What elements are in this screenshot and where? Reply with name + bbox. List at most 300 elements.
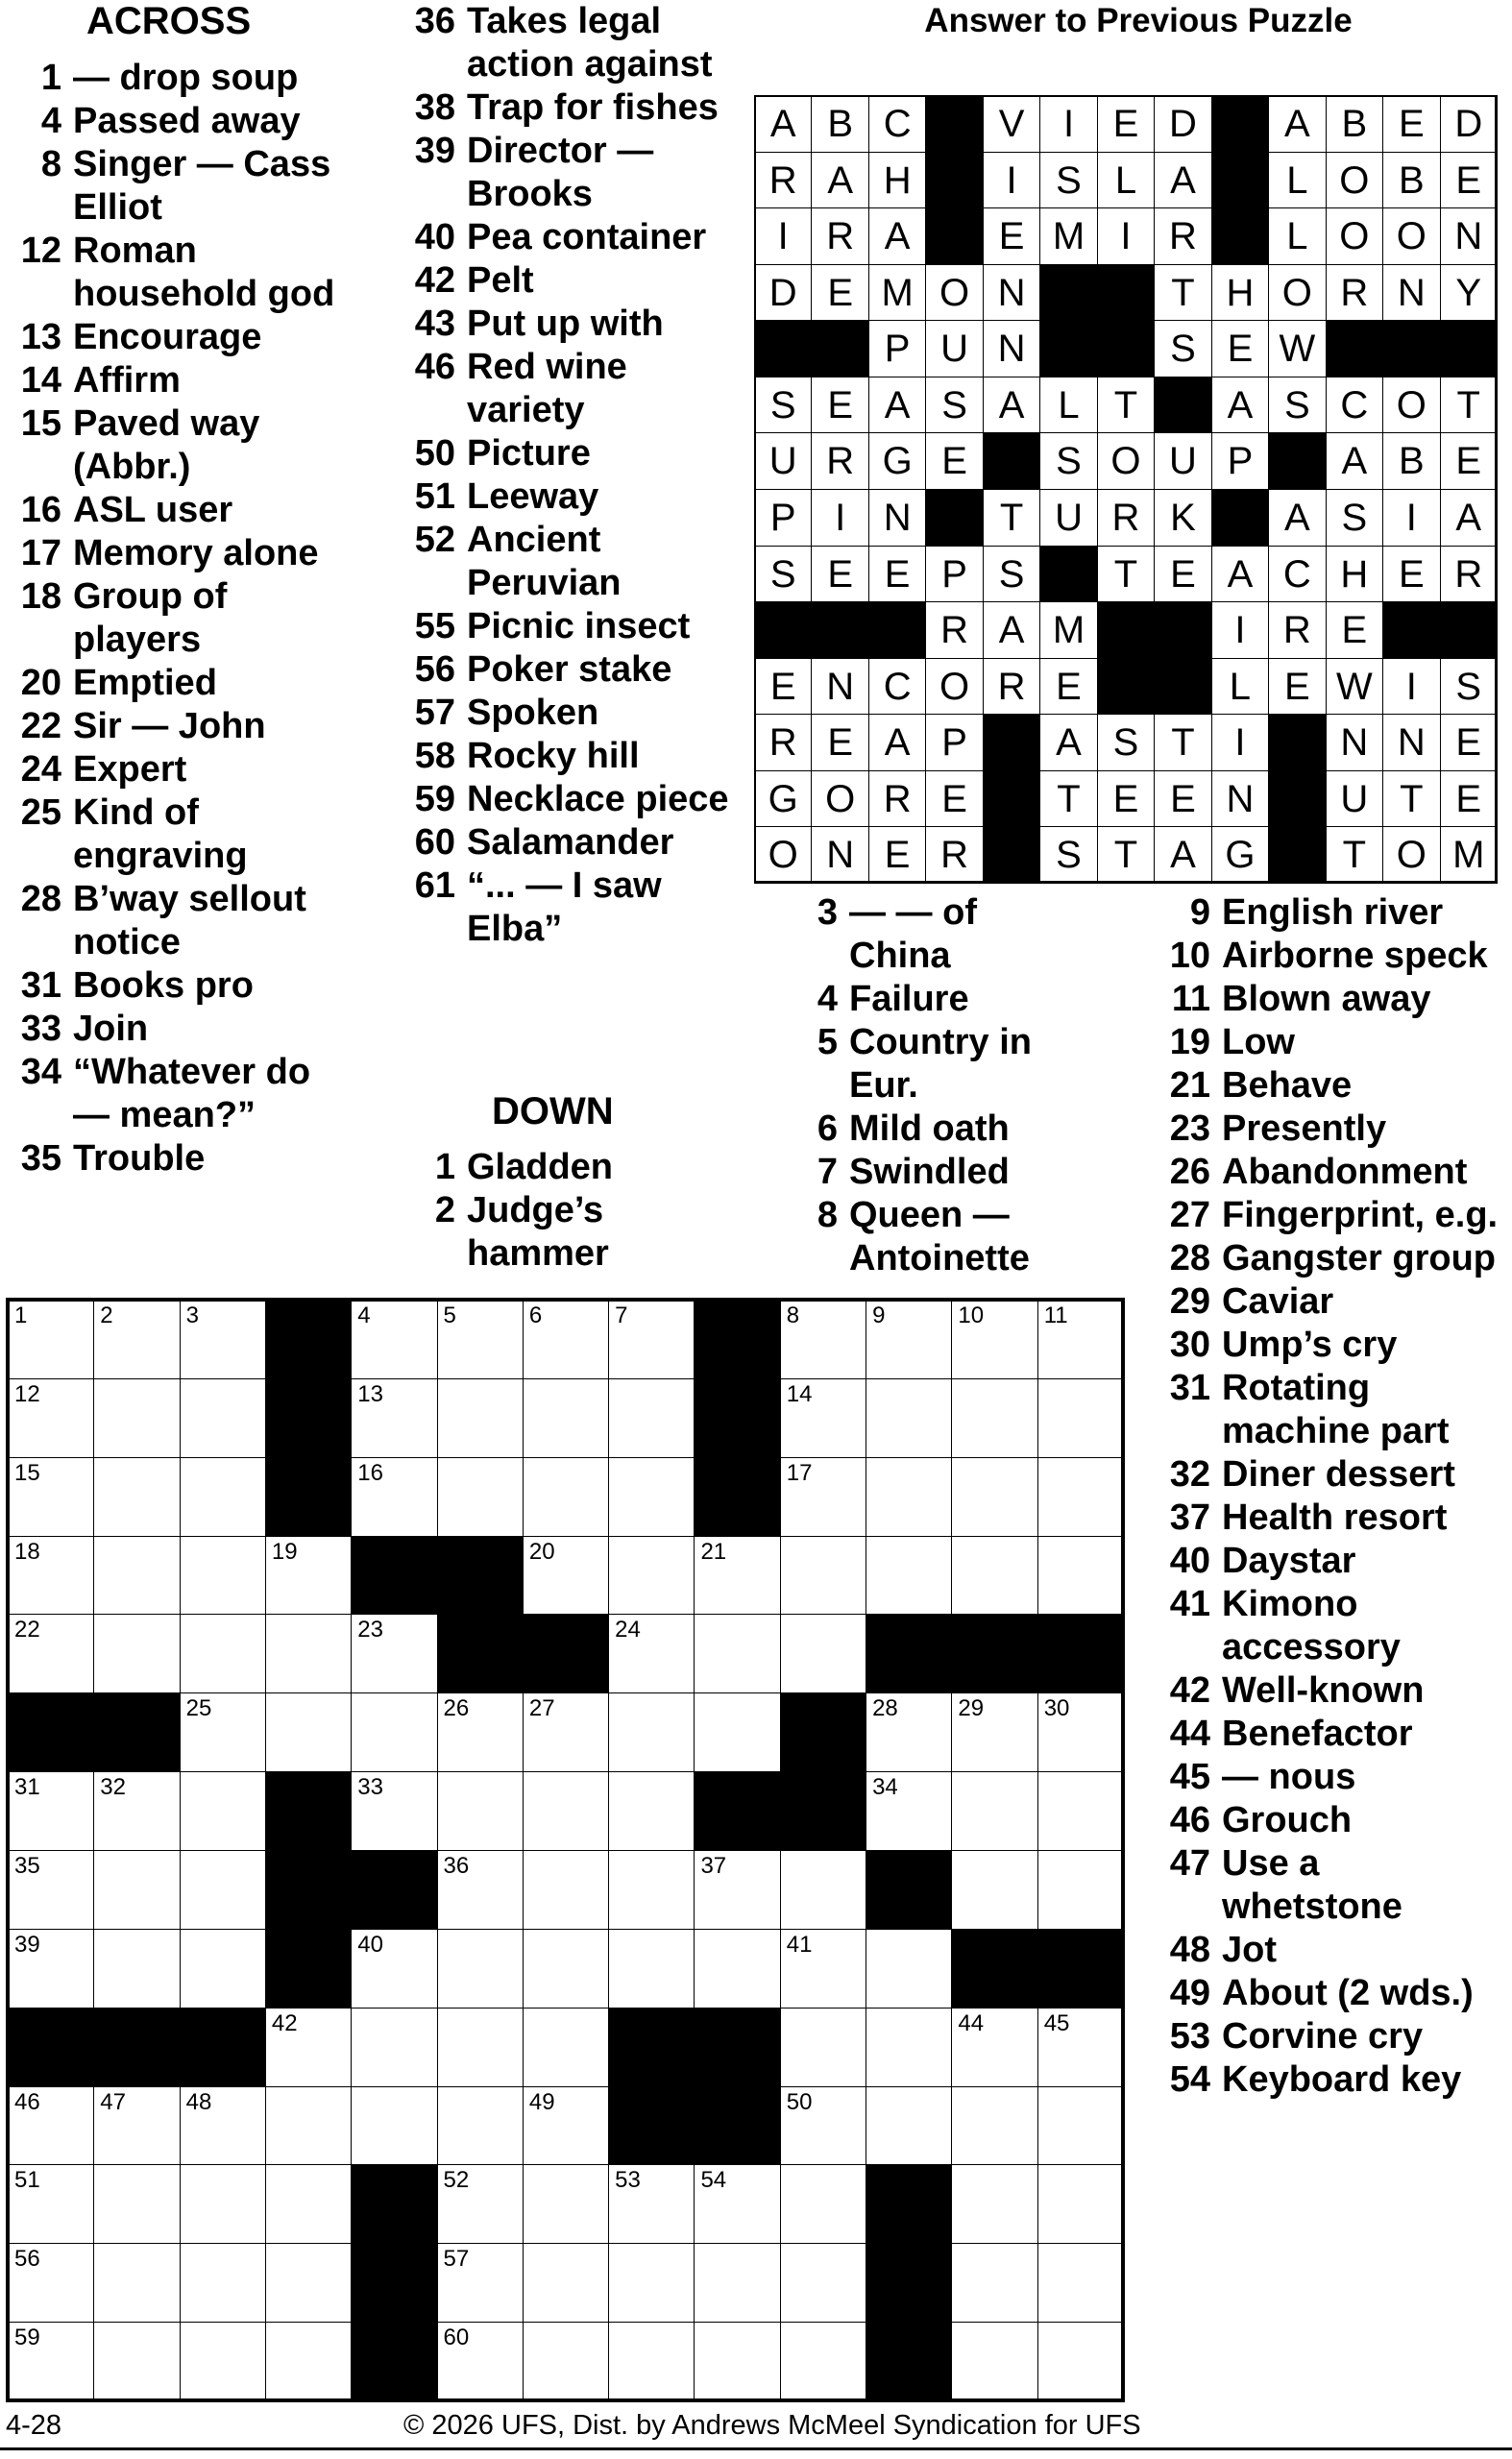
- answer-cell[interactable]: [523, 1378, 609, 1458]
- prev-letter-cell: N: [1326, 714, 1383, 771]
- answer-cell[interactable]: [523, 2164, 609, 2244]
- clue-item: [394, 519, 751, 605]
- clue-item: [0, 57, 355, 100]
- clue-text: Ancient Peruvian: [467, 520, 622, 603]
- prev-letter-cell: O: [1382, 826, 1440, 884]
- answer-cell[interactable]: [93, 1614, 180, 1693]
- answer-cell[interactable]: [951, 1300, 1037, 1379]
- answer-cell[interactable]: [351, 1300, 437, 1379]
- prev-letter-cell: N: [1382, 714, 1440, 771]
- answer-cell[interactable]: [1037, 2086, 1124, 2166]
- prev-block-cell: [1154, 658, 1211, 716]
- answer-cell[interactable]: [780, 2008, 866, 2087]
- prev-letter-cell: T: [1097, 826, 1155, 884]
- answer-cell[interactable]: [437, 1929, 524, 2009]
- answer-cell[interactable]: [951, 1457, 1037, 1537]
- prev-letter-cell: A: [1211, 377, 1269, 434]
- answer-cell[interactable]: [523, 1850, 609, 1930]
- cell-number: 57: [443, 2246, 470, 2273]
- clue-item: [1149, 1367, 1504, 1453]
- answer-cell[interactable]: [351, 1929, 437, 2009]
- answer-cell[interactable]: [608, 1614, 695, 1693]
- cell-number: 21: [700, 1538, 727, 1565]
- prev-letter-cell: E: [1440, 152, 1498, 209]
- answer-cell[interactable]: [93, 1300, 180, 1379]
- answer-cell[interactable]: [437, 2164, 524, 2244]
- prev-letter-cell: E: [925, 770, 983, 828]
- answer-cell[interactable]: [780, 1929, 866, 2009]
- answer-cell[interactable]: [523, 1300, 609, 1379]
- clue-number: 54: [1169, 2059, 1210, 2100]
- prev-letter-cell: C: [868, 658, 926, 716]
- prev-letter-cell: S: [983, 546, 1040, 603]
- prev-letter-cell: E: [1097, 770, 1155, 828]
- block-cell: [866, 2164, 952, 2244]
- answer-cell[interactable]: [866, 2008, 952, 2087]
- answer-cell[interactable]: [523, 2086, 609, 2166]
- answer-cell[interactable]: [180, 1536, 266, 1616]
- clue-item: [0, 100, 355, 143]
- answer-cell[interactable]: [180, 1614, 266, 1693]
- prev-letter-cell: R: [868, 770, 926, 828]
- prev-letter-cell: R: [925, 601, 983, 659]
- prev-letter-cell: E: [1382, 95, 1440, 153]
- answer-cell[interactable]: [1037, 2008, 1124, 2087]
- answer-cell[interactable]: [93, 1378, 180, 1458]
- answer-cell[interactable]: [8, 1378, 94, 1458]
- answer-cell[interactable]: [8, 2322, 94, 2401]
- clue-number: 52: [414, 520, 455, 560]
- answer-cell[interactable]: [866, 1536, 952, 1616]
- prev-block-cell: [1211, 207, 1269, 265]
- answer-cell[interactable]: [523, 1536, 609, 1616]
- prev-letter-cell: H: [868, 152, 926, 209]
- clue-item: [1149, 1713, 1504, 1756]
- answer-cell[interactable]: [780, 1536, 866, 1616]
- prev-letter-cell: E: [1440, 714, 1498, 771]
- clue-number: 26: [1169, 1152, 1210, 1192]
- answer-cell[interactable]: [780, 2243, 866, 2323]
- answer-cell[interactable]: [694, 2243, 780, 2323]
- answer-cell[interactable]: [437, 2322, 524, 2401]
- cell-number: 34: [872, 1774, 898, 1801]
- prev-letter-cell: R: [1268, 601, 1326, 659]
- answer-cell[interactable]: [265, 1614, 352, 1693]
- answer-cell[interactable]: [608, 2164, 695, 2244]
- prev-letter-cell: E: [868, 546, 926, 603]
- answer-cell[interactable]: [8, 2086, 94, 2166]
- block-cell: [951, 1929, 1037, 2009]
- answer-cell[interactable]: [608, 1300, 695, 1379]
- answer-cell[interactable]: [694, 1850, 780, 1930]
- prev-letter-cell: T: [1154, 264, 1211, 322]
- answer-cell[interactable]: [608, 1850, 695, 1930]
- prev-block-cell: [1440, 601, 1498, 659]
- clue-text: Expert: [73, 749, 187, 790]
- answer-cell[interactable]: [951, 2243, 1037, 2323]
- prev-letter-cell: O: [1326, 207, 1383, 265]
- clue-text: Health resort: [1222, 1497, 1448, 1538]
- cell-number: 48: [185, 2088, 212, 2115]
- answer-cell[interactable]: [608, 2322, 695, 2401]
- answer-cell[interactable]: [437, 1300, 524, 1379]
- prev-block-cell: [925, 95, 983, 153]
- clue-number: 56: [414, 649, 455, 690]
- answer-cell[interactable]: [694, 2164, 780, 2244]
- cell-number: 45: [1043, 2009, 1070, 2036]
- answer-cell[interactable]: [8, 1300, 94, 1379]
- prev-letter-cell: C: [1268, 546, 1326, 603]
- cell-number: 51: [14, 2167, 40, 2194]
- clue-text: Affirm: [73, 360, 181, 401]
- answer-cell[interactable]: [8, 1771, 94, 1851]
- answer-cell[interactable]: [951, 2322, 1037, 2401]
- answer-cell[interactable]: [180, 2322, 266, 2401]
- answer-cell[interactable]: [608, 1929, 695, 2009]
- prev-letter-cell: O: [1382, 207, 1440, 265]
- answer-cell[interactable]: [866, 1300, 952, 1379]
- answer-cell[interactable]: [437, 1850, 524, 1930]
- answer-cell[interactable]: [951, 1771, 1037, 1851]
- answer-cell[interactable]: [351, 1457, 437, 1537]
- cell-number: 33: [357, 1774, 383, 1801]
- clue-number: 43: [414, 304, 455, 344]
- answer-cell[interactable]: [1037, 2322, 1124, 2401]
- answer-cell[interactable]: [866, 1457, 952, 1537]
- prev-block-cell: [1382, 601, 1440, 659]
- answer-cell[interactable]: [437, 2008, 524, 2087]
- prev-block-cell: [1211, 152, 1269, 209]
- answer-cell[interactable]: [608, 1692, 695, 1772]
- answer-cell[interactable]: [608, 1457, 695, 1537]
- answer-cell[interactable]: [780, 1300, 866, 1379]
- cell-number: 10: [958, 1303, 985, 1328]
- answer-cell[interactable]: [265, 1536, 352, 1616]
- answer-cell[interactable]: [523, 2322, 609, 2401]
- clue-number: 25: [20, 792, 61, 833]
- prev-letter-cell: U: [925, 320, 983, 377]
- clue-number: 42: [414, 260, 455, 301]
- answer-cell[interactable]: [866, 1929, 952, 2009]
- answer-cell[interactable]: [1037, 2243, 1124, 2323]
- clue-item: [1149, 1064, 1504, 1108]
- answer-cell[interactable]: [437, 1692, 524, 1772]
- clue-number: 55: [414, 606, 455, 646]
- block-cell: [951, 1614, 1037, 1693]
- answer-cell[interactable]: [265, 2164, 352, 2244]
- answer-cell[interactable]: [780, 1850, 866, 1930]
- cell-number: 24: [615, 1617, 641, 1643]
- answer-cell[interactable]: [866, 1771, 952, 1851]
- prev-letter-cell: O: [1268, 264, 1326, 322]
- block-cell: [351, 2164, 437, 2244]
- prev-block-cell: [1211, 95, 1269, 153]
- answer-cell[interactable]: [523, 1771, 609, 1851]
- answer-cell[interactable]: [694, 1614, 780, 1693]
- block-cell: [694, 1378, 780, 1458]
- answer-cell[interactable]: [8, 1929, 94, 2009]
- clue-item: [1149, 1799, 1504, 1842]
- clue-number: 48: [1169, 1930, 1210, 1970]
- answer-cell[interactable]: [265, 2008, 352, 2087]
- answer-cell[interactable]: [437, 1771, 524, 1851]
- answer-cell[interactable]: [1037, 1771, 1124, 1851]
- answer-cell[interactable]: [780, 2086, 866, 2166]
- clue-item: [394, 432, 751, 475]
- block-cell: [351, 2322, 437, 2401]
- answer-cell[interactable]: [8, 1614, 94, 1693]
- cell-number: 2: [100, 1303, 113, 1328]
- answer-cell[interactable]: [437, 2243, 524, 2323]
- clue-text: Fingerprint, e.g.: [1222, 1195, 1499, 1235]
- answer-cell[interactable]: [523, 1457, 609, 1537]
- answer-cell[interactable]: [951, 1692, 1037, 1772]
- answer-cell[interactable]: [1037, 1457, 1124, 1537]
- clue-text: Kimono accessory: [1222, 1584, 1401, 1668]
- cell-number: 40: [357, 1931, 383, 1958]
- clue-item: [1149, 1842, 1504, 1929]
- answer-cell[interactable]: [951, 2164, 1037, 2244]
- answer-cell[interactable]: [265, 2086, 352, 2166]
- answer-cell[interactable]: [866, 2086, 952, 2166]
- prev-letter-cell: P: [754, 489, 812, 547]
- answer-cell[interactable]: [351, 1692, 437, 1772]
- answer-cell[interactable]: [180, 1300, 266, 1379]
- answer-cell[interactable]: [951, 1850, 1037, 1930]
- clue-item: [394, 475, 751, 519]
- answer-cell[interactable]: [1037, 1692, 1124, 1772]
- answer-cell[interactable]: [265, 1692, 352, 1772]
- answer-cell[interactable]: [951, 2008, 1037, 2087]
- answer-cell[interactable]: [8, 2243, 94, 2323]
- bottom-rule: [0, 2447, 1512, 2450]
- answer-cell[interactable]: [93, 2243, 180, 2323]
- answer-cell[interactable]: [93, 2322, 180, 2401]
- answer-cell[interactable]: [951, 1536, 1037, 1616]
- answer-cell[interactable]: [8, 2164, 94, 2244]
- clue-text: Daystar: [1222, 1541, 1356, 1581]
- clue-item: [0, 489, 355, 532]
- clue-item: [0, 662, 355, 705]
- answer-cell[interactable]: [780, 2322, 866, 2401]
- cell-number: 31: [14, 1774, 40, 1801]
- answer-cell[interactable]: [780, 2164, 866, 2244]
- cell-number: 3: [185, 1303, 199, 1328]
- clue-text: Join: [73, 1009, 149, 1049]
- clue-number: 21: [1169, 1065, 1210, 1106]
- answer-cell[interactable]: [351, 2086, 437, 2166]
- answer-cell[interactable]: [608, 1378, 695, 1458]
- prev-letter-cell: G: [1211, 826, 1269, 884]
- answer-cell[interactable]: [694, 1536, 780, 1616]
- clue-number: 23: [1169, 1108, 1210, 1149]
- answer-cell[interactable]: [523, 1692, 609, 1772]
- prev-letter-cell: C: [868, 95, 926, 153]
- clue-number: 17: [20, 533, 61, 573]
- prev-letter-cell: L: [1039, 377, 1097, 434]
- answer-cell[interactable]: [523, 1929, 609, 2009]
- clue-number: 12: [20, 231, 61, 271]
- clue-item: [394, 130, 751, 216]
- clue-number: 13: [20, 317, 61, 357]
- down-clues-col3: [776, 891, 1064, 1280]
- prev-letter-cell: E: [925, 432, 983, 490]
- cell-number: 27: [528, 1695, 555, 1722]
- answer-cell[interactable]: [180, 1771, 266, 1851]
- block-cell: [694, 1300, 780, 1379]
- clue-text: Failure: [849, 979, 969, 1019]
- prev-letter-cell: V: [983, 95, 1040, 153]
- answer-cell[interactable]: [8, 1457, 94, 1537]
- prev-letter-cell: L: [1268, 152, 1326, 209]
- clue-item: [394, 303, 751, 346]
- cell-number: 54: [700, 2167, 727, 2194]
- clue-number: 61: [414, 865, 455, 906]
- block-cell: [694, 2086, 780, 2166]
- prev-block-cell: [754, 320, 812, 377]
- prev-letter-cell: U: [1154, 432, 1211, 490]
- answer-cell[interactable]: [93, 1771, 180, 1851]
- clue-item: [1149, 1151, 1504, 1194]
- answer-cell[interactable]: [93, 1536, 180, 1616]
- answer-cell[interactable]: [180, 1929, 266, 2009]
- clue-item: [0, 1051, 355, 1137]
- answer-cell[interactable]: [608, 1771, 695, 1851]
- answer-cell[interactable]: [180, 1850, 266, 1930]
- answer-cell[interactable]: [93, 2086, 180, 2166]
- answer-cell[interactable]: [523, 2008, 609, 2087]
- answer-cell[interactable]: [523, 2243, 609, 2323]
- clue-number: 33: [20, 1009, 61, 1049]
- clue-text: Abandonment: [1222, 1152, 1468, 1192]
- prev-block-cell: [1097, 601, 1155, 659]
- clue-item: [394, 864, 751, 951]
- clue-text: Rocky hill: [467, 736, 640, 776]
- cell-number: 16: [357, 1459, 383, 1486]
- answer-cell[interactable]: [180, 1457, 266, 1537]
- answer-cell[interactable]: [265, 2243, 352, 2323]
- clue-number: 16: [20, 490, 61, 530]
- answer-cell[interactable]: [8, 1850, 94, 1930]
- clue-text: Benefactor: [1222, 1714, 1413, 1754]
- block-cell: [265, 1300, 352, 1379]
- answer-cell[interactable]: [1037, 1536, 1124, 1616]
- across-clues-col2: [394, 0, 751, 951]
- clue-text: Gladden: [467, 1147, 614, 1187]
- block-cell: [866, 1614, 952, 1693]
- clue-text: Singer — Cass Elliot: [73, 144, 331, 228]
- answer-cell[interactable]: [608, 1536, 695, 1616]
- answer-cell[interactable]: [694, 1692, 780, 1772]
- answer-cell[interactable]: [608, 2243, 695, 2323]
- answer-cell[interactable]: [780, 1614, 866, 1693]
- clue-text: Salamander: [467, 822, 674, 863]
- cell-number: 22: [14, 1617, 40, 1643]
- block-cell: [8, 1692, 94, 1772]
- answer-cell[interactable]: [180, 1378, 266, 1458]
- answer-cell[interactable]: [180, 2086, 266, 2166]
- prev-block-cell: [1326, 320, 1383, 377]
- answer-cell[interactable]: [1037, 1850, 1124, 1930]
- answer-cell[interactable]: [866, 1378, 952, 1458]
- clue-text: Encourage: [73, 317, 262, 357]
- clue-text: Poker stake: [467, 649, 672, 690]
- answer-cell[interactable]: [8, 1536, 94, 1616]
- block-cell: [351, 2243, 437, 2323]
- copyright-notice: © 2026 UFS, Dist. by Andrews McMeel Syndication for UFS: [403, 2410, 1141, 2441]
- clue-number: 45: [1169, 1757, 1210, 1797]
- answer-cell[interactable]: [694, 1929, 780, 2009]
- prev-letter-cell: Y: [1440, 264, 1498, 322]
- answer-cell[interactable]: [180, 2164, 266, 2244]
- prev-letter-cell: S: [1154, 320, 1211, 377]
- answer-cell[interactable]: [437, 2086, 524, 2166]
- clue-item: [394, 346, 751, 432]
- prev-block-cell: [1097, 320, 1155, 377]
- answer-cell[interactable]: [1037, 1300, 1124, 1379]
- clue-number: 6: [817, 1108, 838, 1149]
- clue-item: [394, 216, 751, 259]
- answer-cell[interactable]: [866, 1692, 952, 1772]
- answer-cell[interactable]: [1037, 2164, 1124, 2244]
- prev-letter-cell: M: [868, 264, 926, 322]
- prev-letter-cell: R: [811, 432, 868, 490]
- prev-letter-cell: B: [1326, 95, 1383, 153]
- answer-cell[interactable]: [351, 2008, 437, 2087]
- answer-cell[interactable]: [93, 2164, 180, 2244]
- answer-cell[interactable]: [180, 1692, 266, 1772]
- answer-cell[interactable]: [437, 1378, 524, 1458]
- clue-number: 41: [1169, 1584, 1210, 1624]
- answer-cell[interactable]: [780, 1378, 866, 1458]
- prev-letter-cell: K: [1154, 489, 1211, 547]
- answer-cell[interactable]: [265, 2322, 352, 2401]
- clue-text: English river: [1222, 892, 1444, 933]
- prev-letter-cell: A: [1039, 714, 1097, 771]
- answer-cell[interactable]: [951, 1378, 1037, 1458]
- cell-number: 11: [1043, 1303, 1068, 1328]
- cell-number: 30: [1043, 1695, 1070, 1722]
- clue-text: Presently: [1222, 1108, 1387, 1149]
- prev-letter-cell: B: [1382, 432, 1440, 490]
- prev-letter-cell: I: [1097, 207, 1155, 265]
- clue-text: — — of China: [849, 892, 977, 976]
- answer-cell[interactable]: [1037, 1378, 1124, 1458]
- cell-number: 46: [14, 2088, 40, 2115]
- answer-cell[interactable]: [93, 1929, 180, 2009]
- answer-cell[interactable]: [180, 2243, 266, 2323]
- clue-text: B’way sellout notice: [73, 879, 306, 962]
- prev-letter-cell: I: [811, 489, 868, 547]
- clue-number: 46: [414, 347, 455, 387]
- clue-item: [394, 0, 751, 86]
- answer-cell[interactable]: [437, 1457, 524, 1537]
- block-cell: [866, 2322, 952, 2401]
- answer-cell[interactable]: [351, 1771, 437, 1851]
- cell-number: 5: [443, 1303, 456, 1328]
- prev-block-cell: [1268, 432, 1326, 490]
- answer-cell[interactable]: [351, 1614, 437, 1693]
- answer-cell[interactable]: [93, 1457, 180, 1537]
- prev-block-cell: [1039, 546, 1097, 603]
- answer-cell[interactable]: [351, 1378, 437, 1458]
- answer-cell[interactable]: [694, 2322, 780, 2401]
- answer-cell[interactable]: [951, 2086, 1037, 2166]
- answer-cell[interactable]: [93, 1850, 180, 1930]
- clue-text: Sir — John: [73, 706, 266, 746]
- answer-cell[interactable]: [780, 1457, 866, 1537]
- prev-letter-cell: E: [1211, 320, 1269, 377]
